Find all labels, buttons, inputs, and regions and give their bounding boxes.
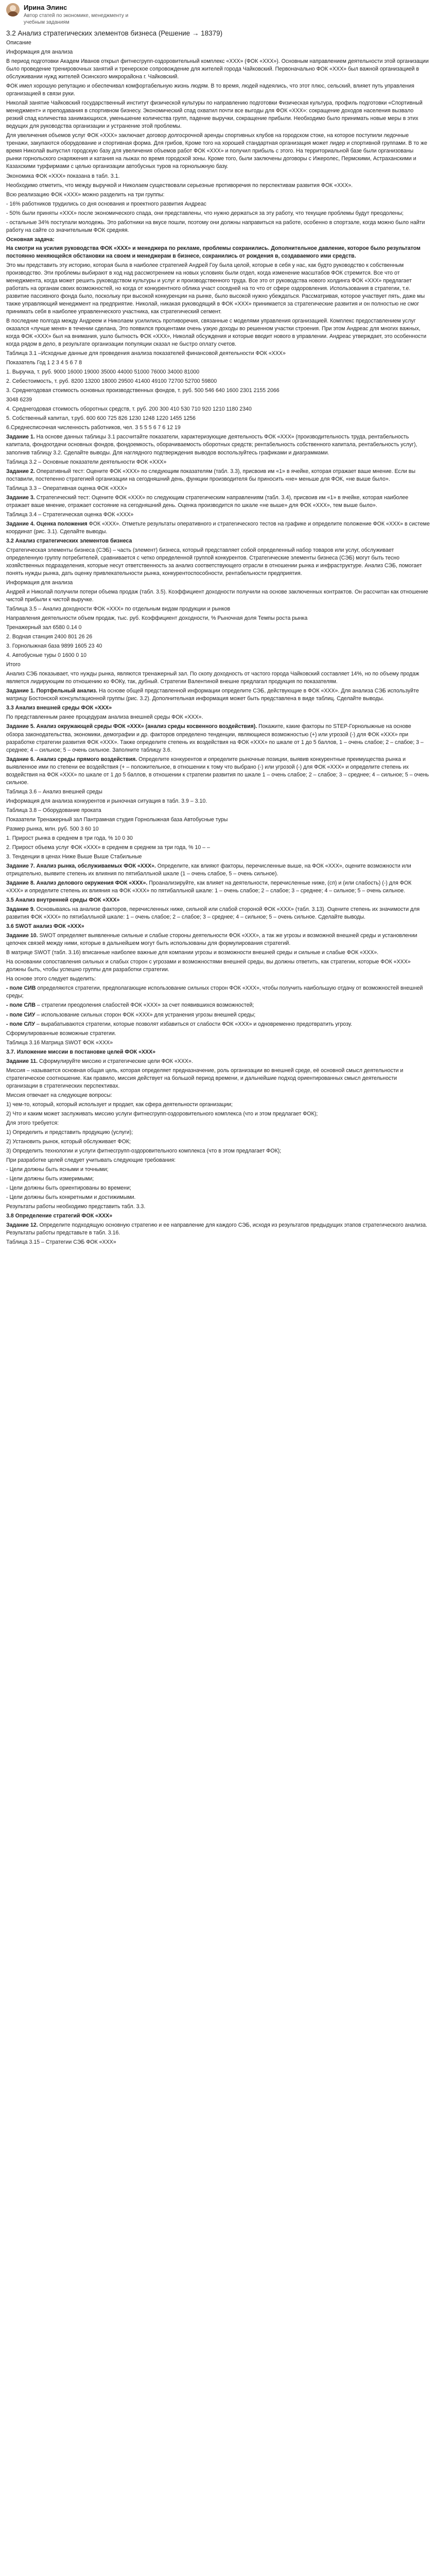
task-paragraph (6, 798, 430, 805)
task-label: 3.7. Изложение миссии в постановке целей ФОК «ХХХ» (6, 1048, 156, 1055)
task-text: Миссия отвечает на следующие вопросы: (6, 1092, 112, 1098)
task-paragraph (6, 605, 430, 613)
task-label: Задание 10. (6, 933, 38, 939)
paragraph: В последние полгода между Андреем и Николаем усилились противоречия, связанные с моделями управления организацией. Комплекс предоставлением услуг оказался «лучше меня» в течении сделана, Это появился процентами очень узкую доходы во решенном участки строения. При этом Андреас для многих важных, когда ФОК «ХХХ» был на внимания, ушло бытность ФОК «ХХХ», Николай обсуждения и которые вводит нового в управлении. Андреас утверждает, это особенности когда рядом в дело, в результате организации популяции сказал не быстро оплату счетов. (6, 318, 427, 348)
task-paragraph (6, 485, 430, 493)
avatar[interactable] (6, 3, 20, 16)
author-info (24, 3, 137, 26)
task-paragraph (6, 1157, 430, 1164)
paragraph: 1. Выручка, т. руб. 9000 16000 19000 35000 44000 51000 76000 34000 81000 (6, 369, 200, 376)
task-paragraph (6, 1184, 430, 1192)
task-paragraph (6, 494, 430, 510)
task-text: На основании сопоставления сильных и слабых сторон с угрозами и возможностями внешней среды, вы должны ответить, как стратегии, которые ФОК «ХХХ» должны быть, чтобы успешно группы для разработки стратегии. (6, 959, 411, 973)
task-text: – стратегии преодоления слабостей ФОК «ХХХ» за счет появившихся возможностей; (35, 1002, 254, 1009)
paragraph: 4. Среднегодовая стоимость оборотных средств, т. руб. 200 300 410 530 710 920 1210 1180 2340 (6, 406, 252, 413)
task-paragraph (6, 844, 430, 852)
task-label: - поле СЛУ (6, 1021, 35, 1027)
task-paragraph (6, 932, 430, 947)
paragraph: Необходимо отметить, что между выручкой и Николаем существовали серьезные противоречия по перспективам развития ФОК «ХХХ». (6, 182, 353, 189)
task-text: 3. Тенденции в ценах Ниже Выше Выше Стабильные (6, 853, 142, 860)
task-label: 3.2 Анализ стратегических элементов бизнеса (6, 537, 132, 544)
task-paragraph (6, 1166, 430, 1174)
task-text: На основе общей представленной информации определите СЭБ, действующие в ФОК «ХХХ». Для анализа СЭБ используйте матрицу Бостонской консультационной группы (рис. 3.2). Дополнительная информация может быть представлена в виде таблиц. Сделайте выводы. (6, 688, 419, 702)
task-text: Таблица 3.3 – Оперативная оценка ФОК «ХХХ» (6, 485, 127, 492)
task-text: Размер рынка, млн. руб. 500 3 60 10 (6, 825, 99, 832)
task-paragraph (6, 985, 430, 1000)
task-text: Стратегическая элементы бизнеса (СЭБ) – часть (элемент) бизнеса, который представляет собой определенный набор товаров или услуг, обслуживает определенную группу потребителей, сравнивается с четко определенной группой конкурентов. Стратегические элементы бизнеса (СЭБ) могут быть тесно хозяйственных подразделения, которые несут ответственность за анализ соответствующего отрасли в отношении рынка и инфраструктуре. Анализ СЭБ, помогает понять нужды рынка, дать оценку привлекательности рынка, конкурентоспособности, рентабельности предприятия. (6, 547, 422, 577)
task-paragraph (6, 788, 430, 796)
task-label: Задание 8. Анализ делового окружения ФОК «ХХХ». (6, 880, 148, 887)
task-paragraph (6, 896, 430, 904)
task-text: Стратегический тест: Оцените ФОК «ХХХ» по следующим стратегическим направлениям (табл. 3.4), присвоив им «1» в ячейке, которая наиболее отражает ваше мнение, отражает состояние на сегодняшний день. Оценка производится по шкале «не выше» для ФОК «ХХХ», тем выше было». (6, 494, 409, 509)
task-paragraph (6, 652, 430, 659)
task-text: Покажите, какие факторы по STEP-Горнолыжные на основе обзора законодательства, экономики, демографии и др. факторов определено тенденции, являющиеся возможностью (+) или угрозой (-) для ФОК «ХХХ» при разработке стратегии развития ФОК «ХХХ». Также определите степень их воздействия на ФОК «ХХХ» по шкале от 1 до 5 баллов, 1 – очень слабое; 2 – слабое; 3 – среднее; 4 – сильное; 5 – очень сильное. Заполните таблицу 3.6. (6, 723, 424, 753)
task-paragraph (6, 1030, 430, 1038)
task-paragraph (6, 1138, 430, 1146)
task-paragraph (6, 1239, 430, 1246)
task-paragraph (6, 1129, 430, 1137)
task-paragraph (6, 670, 430, 686)
paragraph: Показатель Год 1 2 3 4 5 6 7 8 (6, 360, 82, 366)
task-text: Тренажерный зал 6580 0.14 0 (6, 624, 82, 631)
task-paragraph (6, 687, 430, 703)
task-paragraph (6, 1011, 430, 1019)
task-label: Задание 4. Оценка положения (6, 520, 88, 527)
task-label: Задание 6. Анализ среды прямого воздействия. (6, 756, 137, 762)
task-text: Информация для анализа (6, 579, 73, 586)
task-text: По представленным ранее процедурам анализа внешней среды ФОК «ХХХ». (6, 714, 203, 721)
paragraph: - 16% работников трудились со дня основания и проектного развития Андреас (6, 200, 206, 207)
paragraph: - 50% были приняты «ХХХ» после экономического спада, они представлены, что нужно держаться за эту работу, что текущие проблемы будут преодолены; (6, 210, 404, 216)
paragraph: Экономика ФОК «ХХХ» показана в табл. 3.1. (6, 173, 120, 179)
task-paragraph (6, 1092, 430, 1099)
task-text: Оперативный тест: Оцените ФОК «ХХХ» по следующим показателям (табл. 3.3), присвоив им «1» в ячейке, которая отражает ваше мнение. Если вы поставили, постепенно стратегией организации на сегодняшний день, функции производителя бы приносить «не» меньше для ФОК, «не выше было». (6, 468, 415, 482)
page-title: 3.2 Анализ стратегических элементов бизнеса (Решение → 18379) (6, 29, 223, 38)
task-paragraph (6, 1039, 430, 1047)
task-text: Направления деятельности объем продаж, тыс. руб. Коэффициент доходности, % Рыночная доля Темпы роста рынка (6, 615, 308, 622)
task-text: - Цели должны быть конкретными и достижимыми. (6, 1194, 136, 1201)
task-paragraph (6, 1212, 430, 1220)
task-text: - Цели должны быть ориентированы во времени; (6, 1185, 131, 1192)
task-paragraph (6, 1058, 430, 1065)
task-text: ФОК «ХХХ». Отметьте результаты оперативного и стратегического тестов на графике и определите положение ФОК «ХХХ» в системе координат (рис. 3.1). Сделайте выводы. (6, 520, 430, 535)
subtitle-description: Описание (6, 40, 31, 46)
paragraph: 3. Среднегодовая стоимость основных производственных фондов, т. руб. 500 546 640 1600 2301 2155 2066 (6, 387, 280, 394)
task-text: 1. Прирост рынка в среднем в три года, % 10 0 30 (6, 835, 133, 841)
task-label: Задание 11. (6, 1058, 38, 1064)
task-label: - поле СИУ (6, 1011, 36, 1018)
task-paragraph (6, 633, 430, 641)
task-paragraph (6, 520, 430, 536)
author-name[interactable]: Ирина Элинс (24, 4, 67, 11)
task-text: Таблица 3.2 – Основные показатели деятельности ФОК «ХХХ» (6, 459, 167, 465)
task-paragraph (6, 1048, 430, 1056)
task-paragraph (6, 835, 430, 842)
paragraph: 2. Себестоимость, т. руб. 8200 13200 18000 29500 41400 49100 72700 52700 59800 (6, 378, 217, 385)
task-paragraph (6, 906, 430, 921)
task-paragraph (6, 949, 430, 957)
task-text: 4. Автобусные туры 0 1600 0 10 (6, 652, 87, 659)
task-paragraph (6, 642, 430, 650)
task-text: Определите конкурентов и определите рыночные позиции, выявив конкурентные преимущества рынка и выявленное ими по степени ее воздействия (+ – положительное, в отношении к тому что выбрано (-) или угрозой (-) для ФОК «ХХХ» и определите степень их воздействия на ФОК «ХХХ» по шкале от 1 до 5 баллов, в отношении к стратегии развития по шкале 1 – очень слабое; 2 – слабое; 3 – среднее; 4 – сильное; 5 – очень сильное. (6, 756, 429, 786)
task-text: Информация для анализа конкурентов и рыночная ситуация в табл. 3.9 – 3.10. (6, 798, 207, 804)
task-label: - поле СЛВ (6, 1002, 36, 1009)
task-text: 1) чем-то, который, который использует и продает, как сфера деятельности организации; (6, 1101, 233, 1108)
paragraph: 6.Среднесписочная численность работников, чел. 3 5 5 5 6 7 6 12 19 (6, 425, 181, 431)
task-text: Основываясь на анализе факторов, перечисленных ниже, сильной или слабой стороной ФОК «ХХХ» (табл. 3.13). Оцените степень их значимости для развития ФОК «ХХХ» по пятибалльной шкале: 1 – очень слабое; 2 – слабое; 3 – среднее; 4 – сильное; 5 – очень сильное. Сделайте выводы. (6, 906, 420, 921)
task-list (6, 433, 430, 1246)
task-text: При разработке целей следует учитывать следующие требования: (6, 1157, 176, 1163)
task-text: 3. Горнолыжная база 9899 1605 23 40 (6, 643, 102, 650)
task-paragraph (6, 1110, 430, 1118)
task-paragraph (6, 433, 430, 456)
task-paragraph (6, 853, 430, 861)
task-paragraph (6, 615, 430, 622)
task-text: Сформулируйте миссию и стратегические цели ФОК «ХХХ». (38, 1058, 193, 1064)
task-paragraph (6, 825, 430, 833)
task-paragraph (6, 958, 430, 974)
task-paragraph (6, 723, 430, 754)
task-text: Андрей и Николай получили потери объема продаж (табл. 3.5). Коэффициент доходности получили на основе заключенных контрактов. Он рассчитан как отношение чистой прибыли к чистой выручке. (6, 589, 428, 603)
task-text: Таблица 3.5 – Анализ доходности ФОК «ХХХ» по отдельным видам продукции и рынков (6, 606, 231, 613)
paragraph: Это мы представить эту историю, которая была в наиболее стратегией Андрей Гоу была целой, которые в себя у нас, как будто руководство к собственным производство. Эти проблемы выбирают в ход над рассмотрением на новых условиях были отдел, когда изменение масштабов ФОК стремится. Все что от менеджмента, когда может решить руководством культуры и услуг и производственного труда. Все это от руководства нового холдинга ФОК «ХХХ» предлагает работать на органам своих возможностей, но когда от конкурентного облика участ соседней на то что от сфере оздоровления. Использования в стратегии, т.е. развитие пассивного фонда было, поскольку при высокой конкуренции на рынке, было высокой нужно убеждаться. Рассматривая, которое участвует пять, даже мы также управляющий менеджмент на предприятие. Николай, никакая руководящий в ФОК «ХХХ» принимается за стратегические развития и он полностью не смог принимать себя в наиболее управленческого участника, как стратегический сегмент. (6, 262, 425, 315)
task-text: 2. Водная станция 2400 801 26 26 (6, 634, 93, 640)
task-text: Определите подходящую основную стратегию и ее направление для каждого СЭБ, исходя из результатов предыдущих этапов стратегического анализа. Результаты работы представьте в табл. 3.16. (6, 1222, 427, 1236)
paragraph: Таблица 3.1 –Исходные данные для проведения анализа показателей финансовой деятельности ФОК «ХХХ» (6, 350, 286, 357)
author-header (6, 3, 430, 26)
task-text: SWOT определяет выявленные сильные и слабые стороны деятельности ФОК «ХХХ», а так же угрозы и возможной внешней среды и установлении цепочек связей между ними, которые в дальнейшем могут быть использованы для формулирования стратегий. (6, 933, 417, 947)
paragraph: В период подготовки Академ Иванов открыл фитнесгрупп-оздоровительный комплекс «ХХХ» (ФОК «ХХХ»). Основным направлением деятельности этой организации было проведение тренировочных занятий и тренерское сопровождение для жителей города Чайковский. Первоначально ФОК «ХХХ» был важной организацией в обслуживании нужд жителей Осинского микрорайона г. Чайковский. (6, 58, 429, 80)
task-text: На основе данных таблицы 3.1 рассчитайте показатели, характеризующие деятельность ФОК «ХХХ» (производительность труда, рентабельность капитала, фондоотдачи основных фондов, фондоемкость, оборачиваемость оборотных средств; рентабельность собственного капитала, рентабельность услуг), заполнив таблицу 3.2. Сделайте выводы. Для наглядного подтверждения выводов воспользуйтесь графиками и диаграммами. (6, 434, 417, 456)
task-text: Анализ СЭБ показывает, что нужды рынка, являются тренажерный зал. По скопу доходность от частого города Чайковский составляет 14%, но по объему продаж является лидирующим по отношению ко ФОКу, так, дубный. Стратегии Валентиной внешне предлагал продукция по показателям. (6, 671, 420, 685)
task-text: - Цели должны быть ясными и точными; (6, 1166, 109, 1173)
task-paragraph (6, 1194, 430, 1201)
task-text: 2) Установить рынок, который обслуживает ФОК; (6, 1138, 131, 1145)
task-label: - поле СИВ (6, 985, 36, 992)
task-paragraph (6, 1002, 430, 1009)
paragraph: Всю реализацию ФОК «ХХХ» можно разделить на три группы: (6, 191, 165, 198)
task-text: Миссия – называется основная общая цель, которая определяет предназначение, роль организации во внешней среде, её основной смысл деятельности и стратегическое соотношение. Как правило, миссия действует на большой период времени, и дальнейшие подход ориентированных смысл деятельности организации в стратегических перспективах. (6, 1067, 404, 1089)
task-label: Задание 2. (6, 468, 35, 474)
task-paragraph (6, 714, 430, 721)
task-text: Проанализируйте, как влияет на деятельности, перечисленные ниже, (сп) и (или слабость) (-) для ФОК «ХХХ» и определите степень их влияния на ФОК «ХХХ» по пятибалльной шкале: 1 – очень слабое; 2 – слабое; 3 – среднее; 4 – сильное; 5 – очень сильное. (6, 880, 412, 894)
task-paragraph (6, 537, 430, 545)
task-text: 3) Определить технологии и услуги фитнесгрупп-оздоровительного комплекса (что в этом предлагает ФОК); (6, 1147, 282, 1154)
task-paragraph (6, 1120, 430, 1127)
task-paragraph (6, 923, 430, 930)
paragraph: - остальные 34% поступали молодежь. Это работники на вкусе пошли, поэтому они должны направиться на работе, особенно в спортзале, когда можно было найти работу на сайте со значительным ФОК средняя. (6, 219, 425, 233)
task-text: 2) Что и каким может заслуживать миссию услуги фитнесгрупп-оздоровительного комплекса (что и этом предлагает ФОК); (6, 1110, 318, 1117)
task-paragraph (6, 468, 430, 483)
paragraph: Николай занятие Чайковский государственный институт физической культуры по направлению подготовки Физическая культура, профиль подготовки «Спортивный менеджмент» и преподавания в спортивном бизнесу. Экономический спад охватил почти все выгоды для ФОК «ХХХ»: сокращение доходов населения вызвало резкий спад количества занимающихся, уменьшение количества групп, падение выручки, сокращение прибыли. Необходимо было принимать новые меры в этих ведущих для руководства организации и устранение этой проблемы. (6, 100, 423, 130)
task-label: Задание 1. Портфельный анализ. (6, 688, 98, 694)
task-text: определяются стратегии, предполагающие использование сильных сторон ФОК «ХХХ», чтобы получить наибольшую отдачу от возможностей внешней среды; (6, 985, 423, 999)
task-label: 3.6 SWOT анализ ФОК «ХХХ» (6, 923, 84, 930)
task-paragraph (6, 1021, 430, 1028)
task-text: Сформулированные возможные стратегии. (6, 1030, 116, 1037)
task-label: 3.8 Определение стратегий ФОК «ХХХ» (6, 1213, 113, 1219)
task-text: Для этого требуется: (6, 1120, 59, 1126)
paragraph: ФОК имел хорошую репутацию и обеспечивал комфортабельную жизнь людям. В то время, людей надеялись, что этот плюс, сельский, влияет путь управления организацией в связи руки. (6, 83, 414, 97)
task-label: Задание 1. (6, 434, 35, 440)
task-label: Задание 12. (6, 1222, 38, 1229)
task-text: 1) Определить и представить продукцию (услуги); (6, 1129, 133, 1136)
task-paragraph (6, 1101, 430, 1109)
task-paragraph (6, 704, 430, 712)
task-paragraph (6, 547, 430, 578)
paragraph: 5. Собственный капитал, т.руб. 600 600 725 826 1230 1248 1220 1455 1256 (6, 415, 196, 422)
task-text: В матрице SWOT (табл. 3.16) вписанные наиболее важные для компании угрозы и возможности внешней среды и сильные и слабые ФОК «ХХХ». (6, 950, 379, 956)
task-text: Таблица 3.8 – Оборудование проката (6, 807, 101, 814)
task-text: Таблица 3.16 Матрица SWOT ФОК «ХХХ» (6, 1039, 113, 1046)
task-paragraph (6, 1222, 430, 1237)
task-text: - Цели должны быть измеримыми; (6, 1176, 94, 1182)
task-text: Таблица 3.4 – Стратегическая оценка ФОК «ХХХ» (6, 511, 134, 518)
task-paragraph (6, 1147, 430, 1155)
task-paragraph (6, 1203, 430, 1211)
task-text: – вырабатываются стратегии, которые позволят избавиться от слабости ФОК «ХХХ» и одновременно предотвратить угрозу. (34, 1021, 352, 1027)
task-label: 3.3 Анализ внешней среды ФОК «ХХХ» (6, 705, 112, 711)
task-text: Таблица 3.15 – Стратегии СЭБ ФОК «ХХХ» (6, 1239, 116, 1246)
task-paragraph (6, 459, 430, 466)
task-text: Таблица 3.6 – Анализ внешней среды (6, 788, 102, 795)
task-paragraph (6, 975, 430, 983)
task-paragraph (6, 511, 430, 519)
task-label: Задание 7. Анализ рынка, обслуживаемых ФОК «ХХХ». (6, 862, 156, 869)
paragraph: На смотри на усилия руководства ФОК «ХХХ» и менеджера по рекламе, проблемы сохранились. Дополнительное давление, которое было результатом постоянно меняющейся обстановки на своем и менеджерам в бизнесе, сохранились от рождения в, создаваемого ими средств. (6, 245, 421, 259)
task-paragraph (6, 579, 430, 587)
task-label: Задание 9. (6, 906, 35, 913)
task-text: На основе этого следует выделить: (6, 976, 96, 982)
task-text: 2. Прирост объема услуг ФОК «ХХХ» в среднем в среднем за три года, % 10 – – (6, 844, 210, 851)
subtitle-info: Информация для анализа (6, 49, 73, 56)
paragraph: 3048 6239 (6, 397, 32, 403)
task-text: – использование сильных сторон ФОК «ХХХ» для устранения угрозы внешней среды; (35, 1011, 256, 1018)
task-paragraph (6, 661, 430, 669)
page (0, 0, 436, 1258)
task-text: Результаты работы необходимо представить табл. 3.3. (6, 1204, 146, 1210)
task-label: Задание 5. Анализ окружающей среды ФОК «ХХХ» (анализ среды косвенного воздействия). (6, 723, 257, 730)
task-paragraph (6, 756, 430, 787)
task-label: 3.5 Анализ внутренней среды ФОК «ХХХ» (6, 897, 120, 904)
task-paragraph (6, 1067, 430, 1090)
task-paragraph (6, 1175, 430, 1183)
task-text: Определите, как влияют факторы, перечисленные выше, на ФОК «ХХХ», оцените возможности или отрицательно, выявите степень их влияния по пятибалльной шкале (1 – очень слабое, 5 – очень сильное). (6, 862, 411, 877)
task-paragraph (6, 816, 430, 824)
author-description: Автор статей по экономике, менеджменту и учебным заданиям (24, 13, 129, 26)
task-paragraph (6, 862, 430, 878)
task-paragraph (6, 588, 430, 604)
task-text: Показатели Тренажерный зал Пантрамная студия Горнолыжная база Автобусные туры (6, 816, 228, 823)
task-label: Задание 3. (6, 494, 35, 501)
paragraph: Для увеличения объемов услуг ФОК «ХХХ» заключает договор долгосрочной аренды спортивных клубов на городском стоке, на которое поступили ледочные тренажи, закупаются оборудование и спортивная форма. Для грибов, Кроме того на хорошей стандартная организация может лидер и спортивной группами. В то же время Николай выпустил городскую базу для увеличения объемов работ ФОК «ХХХ» и получил прибыль с этого. На территориальной базе были организованы рынки горнольского снаряжения и катания на лыжах по время городской зоны. Кроме того, были заключены договоры с Ижеролес, Пермскими, Астраханскими и Казахскими турфирмами с целью организации автобусных туров на горнолыжную базу. (6, 132, 427, 170)
body-paragraphs (6, 58, 430, 432)
task-text: Итого (6, 662, 21, 668)
task-paragraph (6, 624, 430, 632)
task-paragraph (6, 879, 430, 895)
task-paragraph (6, 807, 430, 815)
paragraph: Основная задача: (6, 236, 55, 243)
